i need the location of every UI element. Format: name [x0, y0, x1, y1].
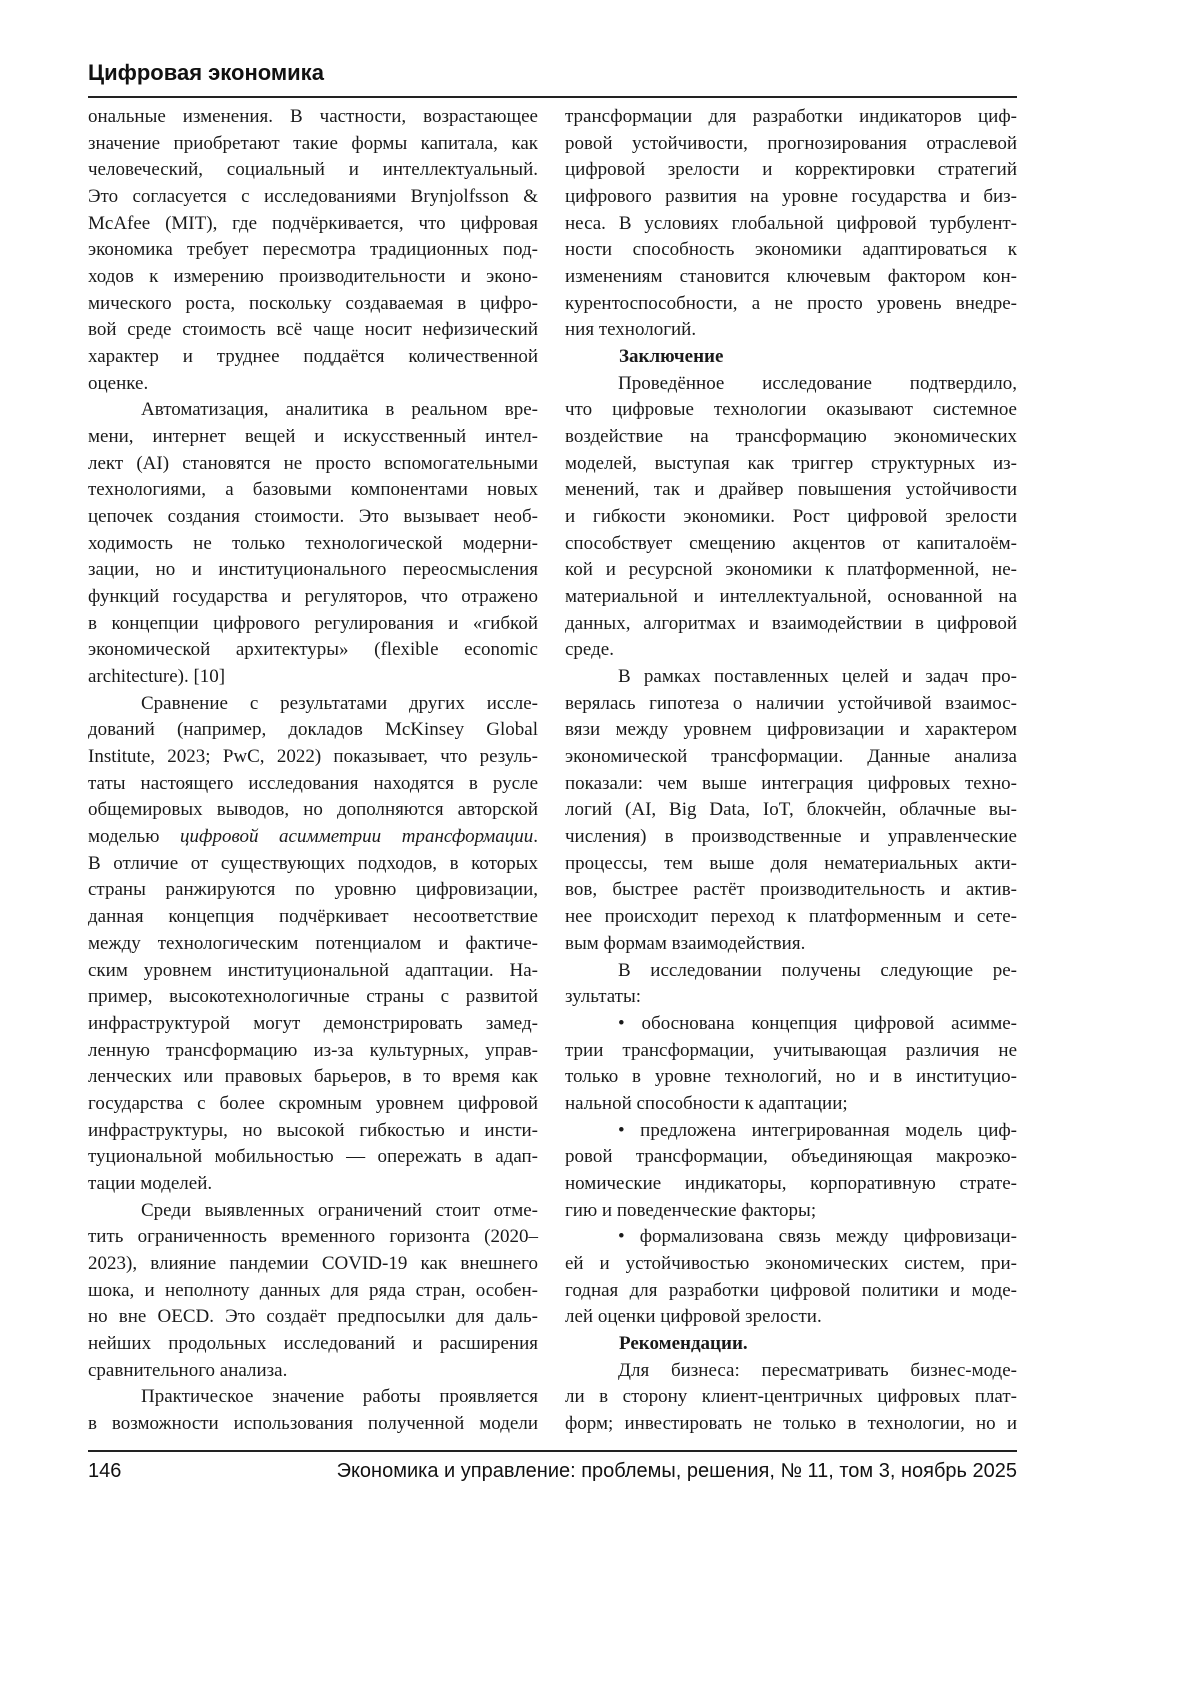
text-line: ли в сторону клиент-центричных цифровых плат-: [565, 1386, 1017, 1408]
text-line: функций государства и регуляторов, что отражено: [88, 586, 538, 608]
text-line: ленческих или правовых барьеров, в то время как: [88, 1066, 538, 1088]
text-line: инфраструктуры, но высокой гибкостью и инсти-: [88, 1119, 538, 1141]
paragraph: [565, 664, 1017, 957]
text-line: Практическое значение работы проявляется: [141, 1386, 538, 1408]
paragraph: [565, 1118, 1017, 1225]
text-line: материальной и интеллектуальной, основанной на: [565, 586, 1017, 608]
text-line: ровой трансформации, объединяющая макроэко-: [565, 1146, 1017, 1168]
text-line: между технологическим потенциалом и фактиче-: [88, 932, 538, 954]
text-line: • формализована связь между цифровизаци-: [618, 1226, 1017, 1248]
text-line: менений, так и драйвер повышения устойчивости: [565, 479, 1017, 501]
text-line: таты настоящего исследования находятся в русле: [88, 772, 538, 794]
text-line: ходимость не только технологической модерни-: [88, 532, 538, 554]
text-line: лект (AI) становятся не просто вспомогательными: [88, 452, 538, 474]
section-heading: [565, 1331, 1017, 1358]
text-line: и гибкости экономики. Рост цифровой зрелости: [565, 506, 1017, 528]
text-line: технологиями, а базовыми компонентами новых: [88, 479, 538, 501]
text-line: но вне OECD. Это создаёт предпосылки для даль-: [88, 1306, 538, 1328]
text-line: ским уровнем институциональной адаптации. На-: [88, 959, 538, 981]
text-line: Для бизнеса: пересматривать бизнес-моде-: [618, 1359, 1017, 1381]
paragraph: [565, 1224, 1017, 1331]
text-line: • обоснована концепция цифровой асимме-: [618, 1012, 1017, 1034]
text-line: мического роста, поскольку создаваемая в цифро-: [88, 292, 538, 314]
text-line: данных, алгоритмах и взаимодействии в цифровой: [565, 612, 1017, 634]
text-line: моделей, выступая как триггер структурных из-: [565, 452, 1017, 474]
left-column: [88, 104, 538, 1438]
text-line: неса. В условиях глобальной цифровой турбулент-: [565, 212, 1017, 234]
text-line: цифрового развития на уровне государства и биз-: [565, 186, 1017, 208]
text-line: логий (AI, Big Data, IoT, блокчейн, облачные вы-: [565, 799, 1017, 821]
text-line: годная для разработки цифровой политики и моде-: [565, 1279, 1017, 1301]
text-fragment: .: [533, 826, 538, 848]
text-line: форм; инвестировать не только в технологии, но и: [565, 1412, 1017, 1434]
paragraph: [565, 1011, 1017, 1118]
text-line: Проведённое исследование подтвердило,: [618, 372, 1017, 394]
paragraph: [565, 371, 1017, 664]
text-line: общемировых выводов, но дополняются авторской: [88, 799, 538, 821]
text-line: тации моделей.: [88, 1172, 213, 1194]
paragraph: [88, 104, 538, 397]
text-line: зультаты:: [565, 986, 642, 1008]
text-line: кой и ресурсной экономики к платформенной, не-: [565, 559, 1017, 581]
text-line: 2023), влияние пандемии COVID-19 как внешнего: [88, 1252, 538, 1274]
text-line: вым формам взаимодействия.: [565, 932, 806, 954]
text-line: вой среде стоимость всё чаще носит нефизический: [88, 319, 538, 341]
journal-citation: Экономика и управление: проблемы, решения, № 11, том 3, ноябрь 2025: [336, 1460, 1017, 1482]
text-line: нальной способности к адаптации;: [565, 1092, 848, 1114]
section-heading: [565, 344, 1017, 371]
text-line: вов, быстрее растёт производительность и актив-: [565, 879, 1017, 901]
paragraph: [88, 1198, 538, 1385]
text-line: что цифровые технологии оказывают системное: [565, 399, 1017, 421]
text-line: показали: чем выше интеграция цифровых техно-: [565, 772, 1017, 794]
text-line: человеческий, социальный и интеллектуальный.: [88, 159, 538, 181]
text-line: В исследовании получены следующие ре-: [618, 959, 1017, 981]
text-line: экономической трансформации. Данные анализа: [565, 746, 1017, 768]
text-line: воздействие на трансформацию экономических: [565, 426, 1017, 448]
text-line: зации, но и институционального переосмысления: [88, 559, 538, 581]
text-line: изменениям становится ключевым фактором кон-: [565, 266, 1017, 288]
text-line: инфраструктурой могут демонстрировать замед-: [88, 1012, 538, 1034]
text-line: Institute, 2023; PwC, 2022) показывает, что резуль-: [88, 746, 538, 768]
text-line: трии трансформации, учитывающая различия не: [565, 1039, 1017, 1061]
text-line: трансформации для разработки индикаторов циф-: [565, 106, 1017, 127]
text-line: вязи между уровнем цифровизации и характером: [565, 719, 1017, 741]
text-line: Сравнение с результатами других иссле-: [141, 692, 538, 714]
text-line: номические индикаторы, корпоративную страте-: [565, 1172, 1017, 1194]
text-line: architecture). [10]: [88, 666, 226, 688]
text-line: ния технологий.: [565, 319, 697, 341]
heading-text: Рекомендации.: [619, 1332, 748, 1354]
text-line: цифровой зрелости и корректировки стратегий: [565, 159, 1017, 181]
footer-rule: [88, 1450, 1017, 1452]
text-line: экономической архитектуры» (flexible economic: [88, 639, 538, 661]
text-line: среде.: [565, 639, 614, 661]
text-line: туциональной мобильностью — опережать в адап-: [88, 1146, 538, 1168]
text-line: лей оценки цифровой зрелости.: [565, 1306, 822, 1328]
text-line: ходов к измерению производительности и эконо-: [88, 266, 538, 288]
text-fragment: моделью: [88, 826, 180, 848]
text-line: числения) в производственные и управленческие: [565, 826, 1017, 848]
paragraph: [88, 691, 538, 1198]
text-line: Среди выявленных ограничений стоит отме-: [141, 1199, 538, 1221]
header-rule: [88, 96, 1017, 98]
text-line: пример, высокотехнологичные страны с развитой: [88, 986, 538, 1008]
text-line: гию и поведенческие факторы;: [565, 1199, 817, 1221]
text-line: характер и труднее поддаётся количественной: [88, 346, 538, 368]
text-line: способствует смещению акцентов от капиталоём-: [565, 532, 1017, 554]
paragraph: [88, 397, 538, 690]
text-line: Это согласуется с исследованиями Brynjolfsson &: [88, 186, 538, 208]
text-line: дований (например, докладов McKinsey Global: [88, 719, 538, 741]
footer: [88, 1460, 1017, 1483]
text-line: процессы, тем выше доля нематериальных акти-: [565, 852, 1017, 874]
italic-term: цифровой асимметрии трансформации: [180, 826, 534, 848]
text-line: В отличие от существующих подходов, в которых: [88, 852, 538, 874]
text-line: в концепции цифрового регулирования и «гибкой: [88, 612, 538, 634]
paragraph: [88, 1384, 538, 1437]
text-line: нейших продольных исследований и расширения: [88, 1332, 538, 1354]
text-line: ленную трансформацию из-за культурных, управ-: [88, 1039, 538, 1061]
text-line: ональные изменения. В частности, возрастающее: [88, 106, 538, 127]
paragraph: [565, 1358, 1017, 1438]
text-line: тить ограниченность временного горизонта (2020–: [88, 1226, 538, 1248]
text-line: сравнительного анализа.: [88, 1359, 288, 1381]
text-line: экономика требует пересмотра традиционных под-: [88, 239, 538, 261]
paragraph: [565, 104, 1017, 344]
text-line: нее происходит переход к платформенным и сете-: [565, 906, 1017, 928]
text-line: цепочек создания стоимости. Это вызывает необ-: [88, 506, 538, 528]
text-line: ности способность экономики адаптироваться к: [565, 239, 1017, 261]
text-line: • предложена интегрированная модель циф-: [618, 1119, 1017, 1141]
text-line: Автоматизация, аналитика в реальном вре-: [141, 399, 538, 421]
text-line: в возможности использования полученной модели: [88, 1412, 538, 1434]
text-line: шока, и неполноту данных для ряда стран, особен-: [88, 1279, 538, 1301]
text-line: оценке.: [88, 372, 149, 394]
text-line: ей и устойчивостью экономических систем, при-: [565, 1252, 1017, 1274]
right-column: [565, 104, 1017, 1438]
text-line: ровой устойчивости, прогнозирования отраслевой: [565, 132, 1017, 154]
running-header-title: Цифровая экономика: [88, 60, 324, 85]
text-line: государства с более скромным уровнем цифровой: [88, 1092, 538, 1114]
paragraph: [565, 958, 1017, 1011]
text-line: McAfee (MIT), где подчёркивается, что цифровая: [88, 212, 538, 234]
text-line: В рамках поставленных целей и задач про-: [618, 666, 1017, 688]
text-line: только в уровне технологий, но и в институцио-: [565, 1066, 1017, 1088]
text-line: данная концепция подчёркивает несоответствие: [88, 906, 538, 928]
heading-text: Заключение: [619, 346, 724, 368]
text-line: значение приобретают такие формы капитала, как: [88, 132, 538, 154]
page-number: 146: [88, 1460, 122, 1482]
text-line: курентоспособности, а не просто уровень внедре-: [565, 292, 1017, 314]
text-line: мени, интернет вещей и искусственный интел-: [88, 426, 538, 448]
text-line: верялась гипотеза о наличии устойчивой взаимос-: [565, 692, 1017, 714]
text-line: страны ранжируются по уровню цифровизации,: [88, 879, 538, 901]
text-line: [88, 824, 538, 851]
